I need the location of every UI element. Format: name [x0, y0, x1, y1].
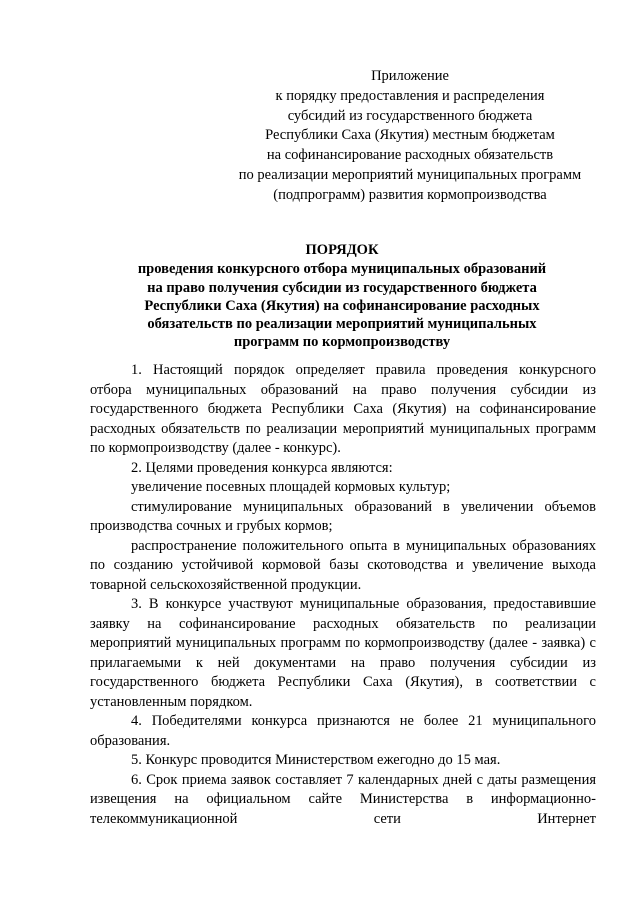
body-paragraph: 2. Целями проведения конкурса являются:: [131, 459, 393, 476]
document-subtitle-line: проведения конкурсного отбора муниципальных образований: [137, 261, 547, 278]
document-subtitle-line: программ по кормопроизводству: [233, 334, 451, 351]
body-paragraph: 5. Конкурс проводится Министерством ежегодно до 15 мая.: [131, 752, 501, 768]
appendix-line: (подпрограмм) развития кормопроизводства: [273, 186, 547, 203]
document-subtitle-line: обязательств по реализации мероприятий муниципальных: [147, 316, 537, 333]
appendix-line: к порядку предоставления и распределения: [275, 87, 545, 104]
appendix-line: Приложение: [371, 68, 449, 84]
body-paragraph: 1. Настоящий порядок определяет правила проведения конкурсного отбора муниципальных образований на право получения субсидии из государственного бюджета Республики Саха (Якутия) на софинансирование расходных обязательств по реализации мероприятий муниципальных программ по кормопроизводству (далее - конкурс).: [90, 362, 596, 456]
appendix-line: Республики Саха (Якутия) местным бюджетам: [265, 127, 555, 144]
appendix-line: субсидий из государственного бюджета: [287, 107, 533, 124]
body-paragraph: 6. Срок приема заявок составляет 7 календарных дней с даты размещения извещения на официальном сайте Министерства в информационно-телекоммуникационной сети Интернет: [90, 771, 596, 827]
appendix-note: [200, 67, 620, 206]
appendix-line: на софинансирование расходных обязательств: [266, 147, 554, 164]
appendix-line: по реализации мероприятий муниципальных программ: [238, 166, 582, 183]
body-paragraph: 3. В конкурсе участвуют муниципальные образования, предоставившие заявку на софинансирование расходных обязательств по реализации мероприятий муниципальных программ по кормопроизводству (далее - заявка) с прилагаемыми к ней документами на право получения субсидии из государственного бюджета Республики Саха (Якутия), в соответствии с установленным порядком.: [90, 596, 596, 710]
document-heading: [90, 241, 594, 352]
body-paragraph: распространение положительного опыта в муниципальных образованиях по созданию устойчивой кормовой базы скотоводства и увеличение выхода товарной сельскохозяйственной продукции.: [90, 537, 596, 593]
document-title: ПОРЯДОК: [305, 242, 379, 258]
document-body: [90, 361, 596, 829]
body-paragraph: 4. Победителями конкурса признаются не более 21 муниципального образования.: [90, 713, 596, 749]
document-subtitle-line: Республики Саха (Якутия) на софинансирование расходных: [144, 297, 540, 314]
body-paragraph: стимулирование муниципальных образований в увеличении объемов производства сочных и грубых кормов;: [90, 498, 596, 534]
body-paragraph: увеличение посевных площадей кормовых культур;: [131, 479, 451, 495]
document-subtitle-line: на право получения субсидии из государственного бюджета: [147, 279, 537, 296]
